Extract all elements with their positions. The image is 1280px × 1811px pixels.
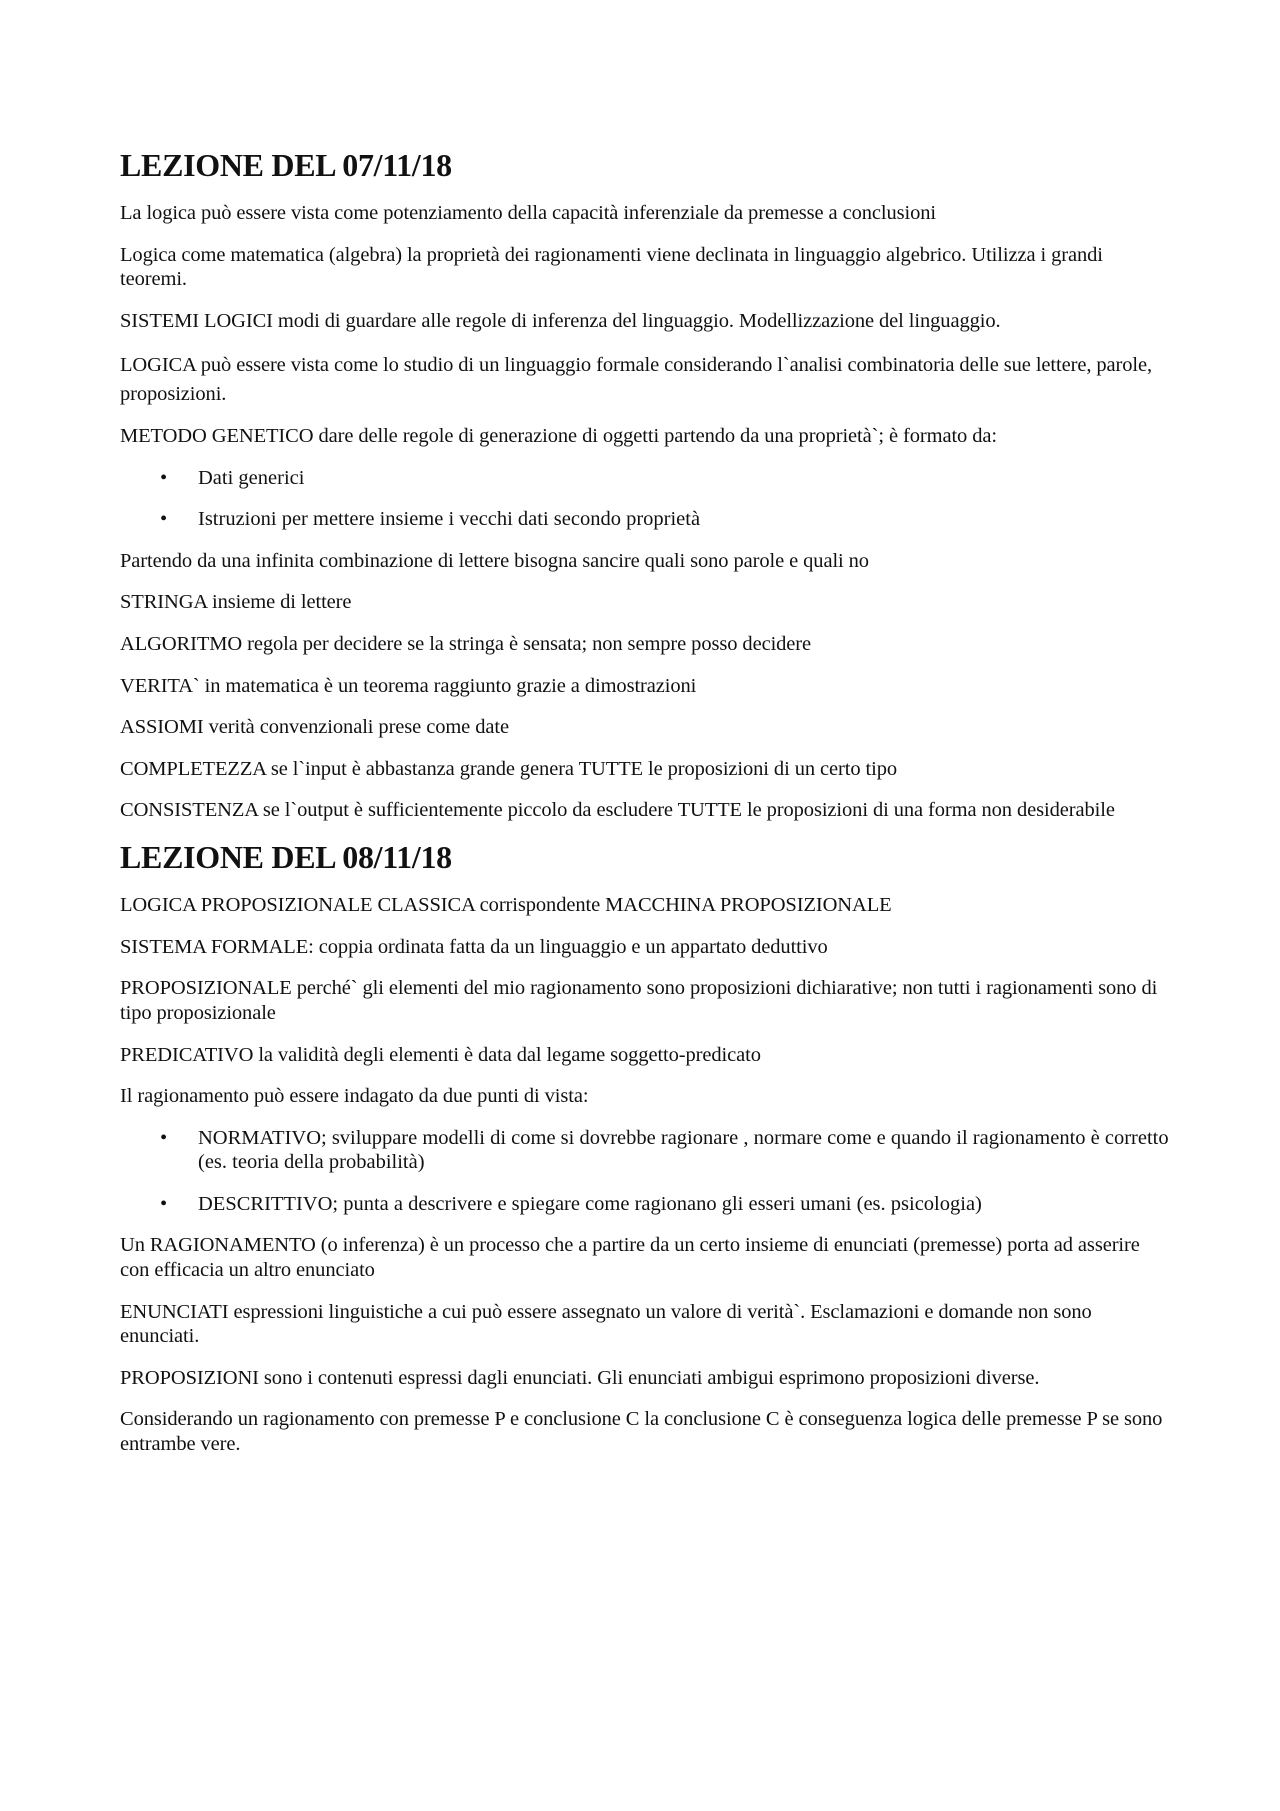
list-item [120, 1126, 1170, 1175]
bullet-icon: • [160, 466, 168, 489]
paragraph: Partendo da una infinita combinazione di lettere bisogna sancire quali sono parole e quali no [120, 549, 869, 572]
paragraph: Un RAGIONAMENTO (o inferenza) è un processo che a partire da un certo insieme di enunciati (premesse) porta ad asserire con efficacia un altro enunciato [120, 1234, 1140, 1282]
bullet-list [120, 1126, 1170, 1217]
paragraph: STRINGA insieme di lettere [120, 591, 352, 614]
paragraph: ALGORITMO regola per decidere se la stringa è sensata; non sempre posso decidere [120, 632, 812, 655]
bullet-icon: • [160, 508, 168, 531]
paragraph: CONSISTENZA se l`output è sufficientemente piccolo da escludere TUTTE le proposizioni di una forma non desiderabile [120, 799, 1115, 822]
paragraph: PREDICATIVO la validità degli elementi è data dal legame soggetto-predicato [120, 1043, 761, 1066]
paragraph: PROPOSIZIONI sono i contenuti espressi dagli enunciati. Gli enunciati ambigui esprimono proposizioni diverse. [120, 1366, 1040, 1389]
document-page [120, 148, 1170, 1474]
paragraph: ENUNCIATI espressioni linguistiche a cui può essere assegnato un valore di verità`. Esclamazioni e domande non sono enunciati. [120, 1300, 1092, 1348]
paragraph: LOGICA PROPOSIZIONALE CLASSICA corrispondente MACCHINA PROPOSIZIONALE [120, 894, 892, 917]
bullet-list [120, 466, 1170, 532]
paragraph: METODO GENETICO dare delle regole di generazione di oggetti partendo da una proprietà`; è formato da: [120, 425, 997, 447]
list-item [120, 466, 1170, 491]
paragraph: LOGICA può essere vista come lo studio di un linguaggio formale considerando l`analisi combinatoria delle sue lettere, parole, proposizioni. [120, 353, 1153, 406]
bullet-icon: • [160, 1126, 168, 1149]
list-item-text: Dati generici [198, 466, 305, 489]
list-item-text: NORMATIVO; sviluppare modelli di come si dovrebbe ragionare , normare come e quando il ragionamento è corretto (es. teoria della probabilità) [198, 1126, 1169, 1174]
paragraph: ASSIOMI verità convenzionali prese come date [120, 716, 509, 739]
paragraph: SISTEMA FORMALE: coppia ordinata fatta da un linguaggio e un appartato deduttivo [120, 935, 828, 958]
paragraph: COMPLETEZZA se l`input è abbastanza grande genera TUTTE le proposizioni di un certo tipo [120, 757, 898, 780]
lesson-heading-2: LEZIONE DEL 08/11/18 [120, 838, 452, 875]
list-item-text: Istruzioni per mettere insieme i vecchi dati secondo proprietà [198, 508, 701, 531]
paragraph: Il ragionamento può essere indagato da due punti di vista: [120, 1085, 589, 1108]
list-item-text: DESCRITTIVO; punta a descrivere e spiegare come ragionano gli esseri umani (es. psicologia) [198, 1192, 982, 1215]
paragraph: VERITA` in matematica è un teorema raggiunto grazie a dimostrazioni [120, 674, 697, 697]
paragraph: La logica può essere vista come potenziamento della capacità inferenziale da premesse a conclusioni [120, 202, 936, 225]
list-item [120, 1192, 1170, 1217]
bullet-icon: • [160, 1192, 168, 1215]
lesson-heading-1: LEZIONE DEL 07/11/18 [120, 147, 452, 183]
paragraph: Logica come matematica (algebra) la proprietà dei ragionamenti viene declinata in linguaggio algebrico. Utilizza i grandi teoremi. [120, 243, 1103, 291]
paragraph: PROPOSIZIONALE perché` gli elementi del mio ragionamento sono proposizioni dichiarative; non tutti i ragionamenti sono di tipo proposizionale [120, 977, 1158, 1024]
paragraph: SISTEMI LOGICI modi di guardare alle regole di inferenza del linguaggio. Modellizzazione del linguaggio. [120, 309, 1001, 332]
paragraph: Considerando un ragionamento con premesse P e conclusione C la conclusione C è conseguenza logica delle premesse P se sono entrambe vere. [120, 1408, 1163, 1456]
list-item [120, 507, 1170, 532]
